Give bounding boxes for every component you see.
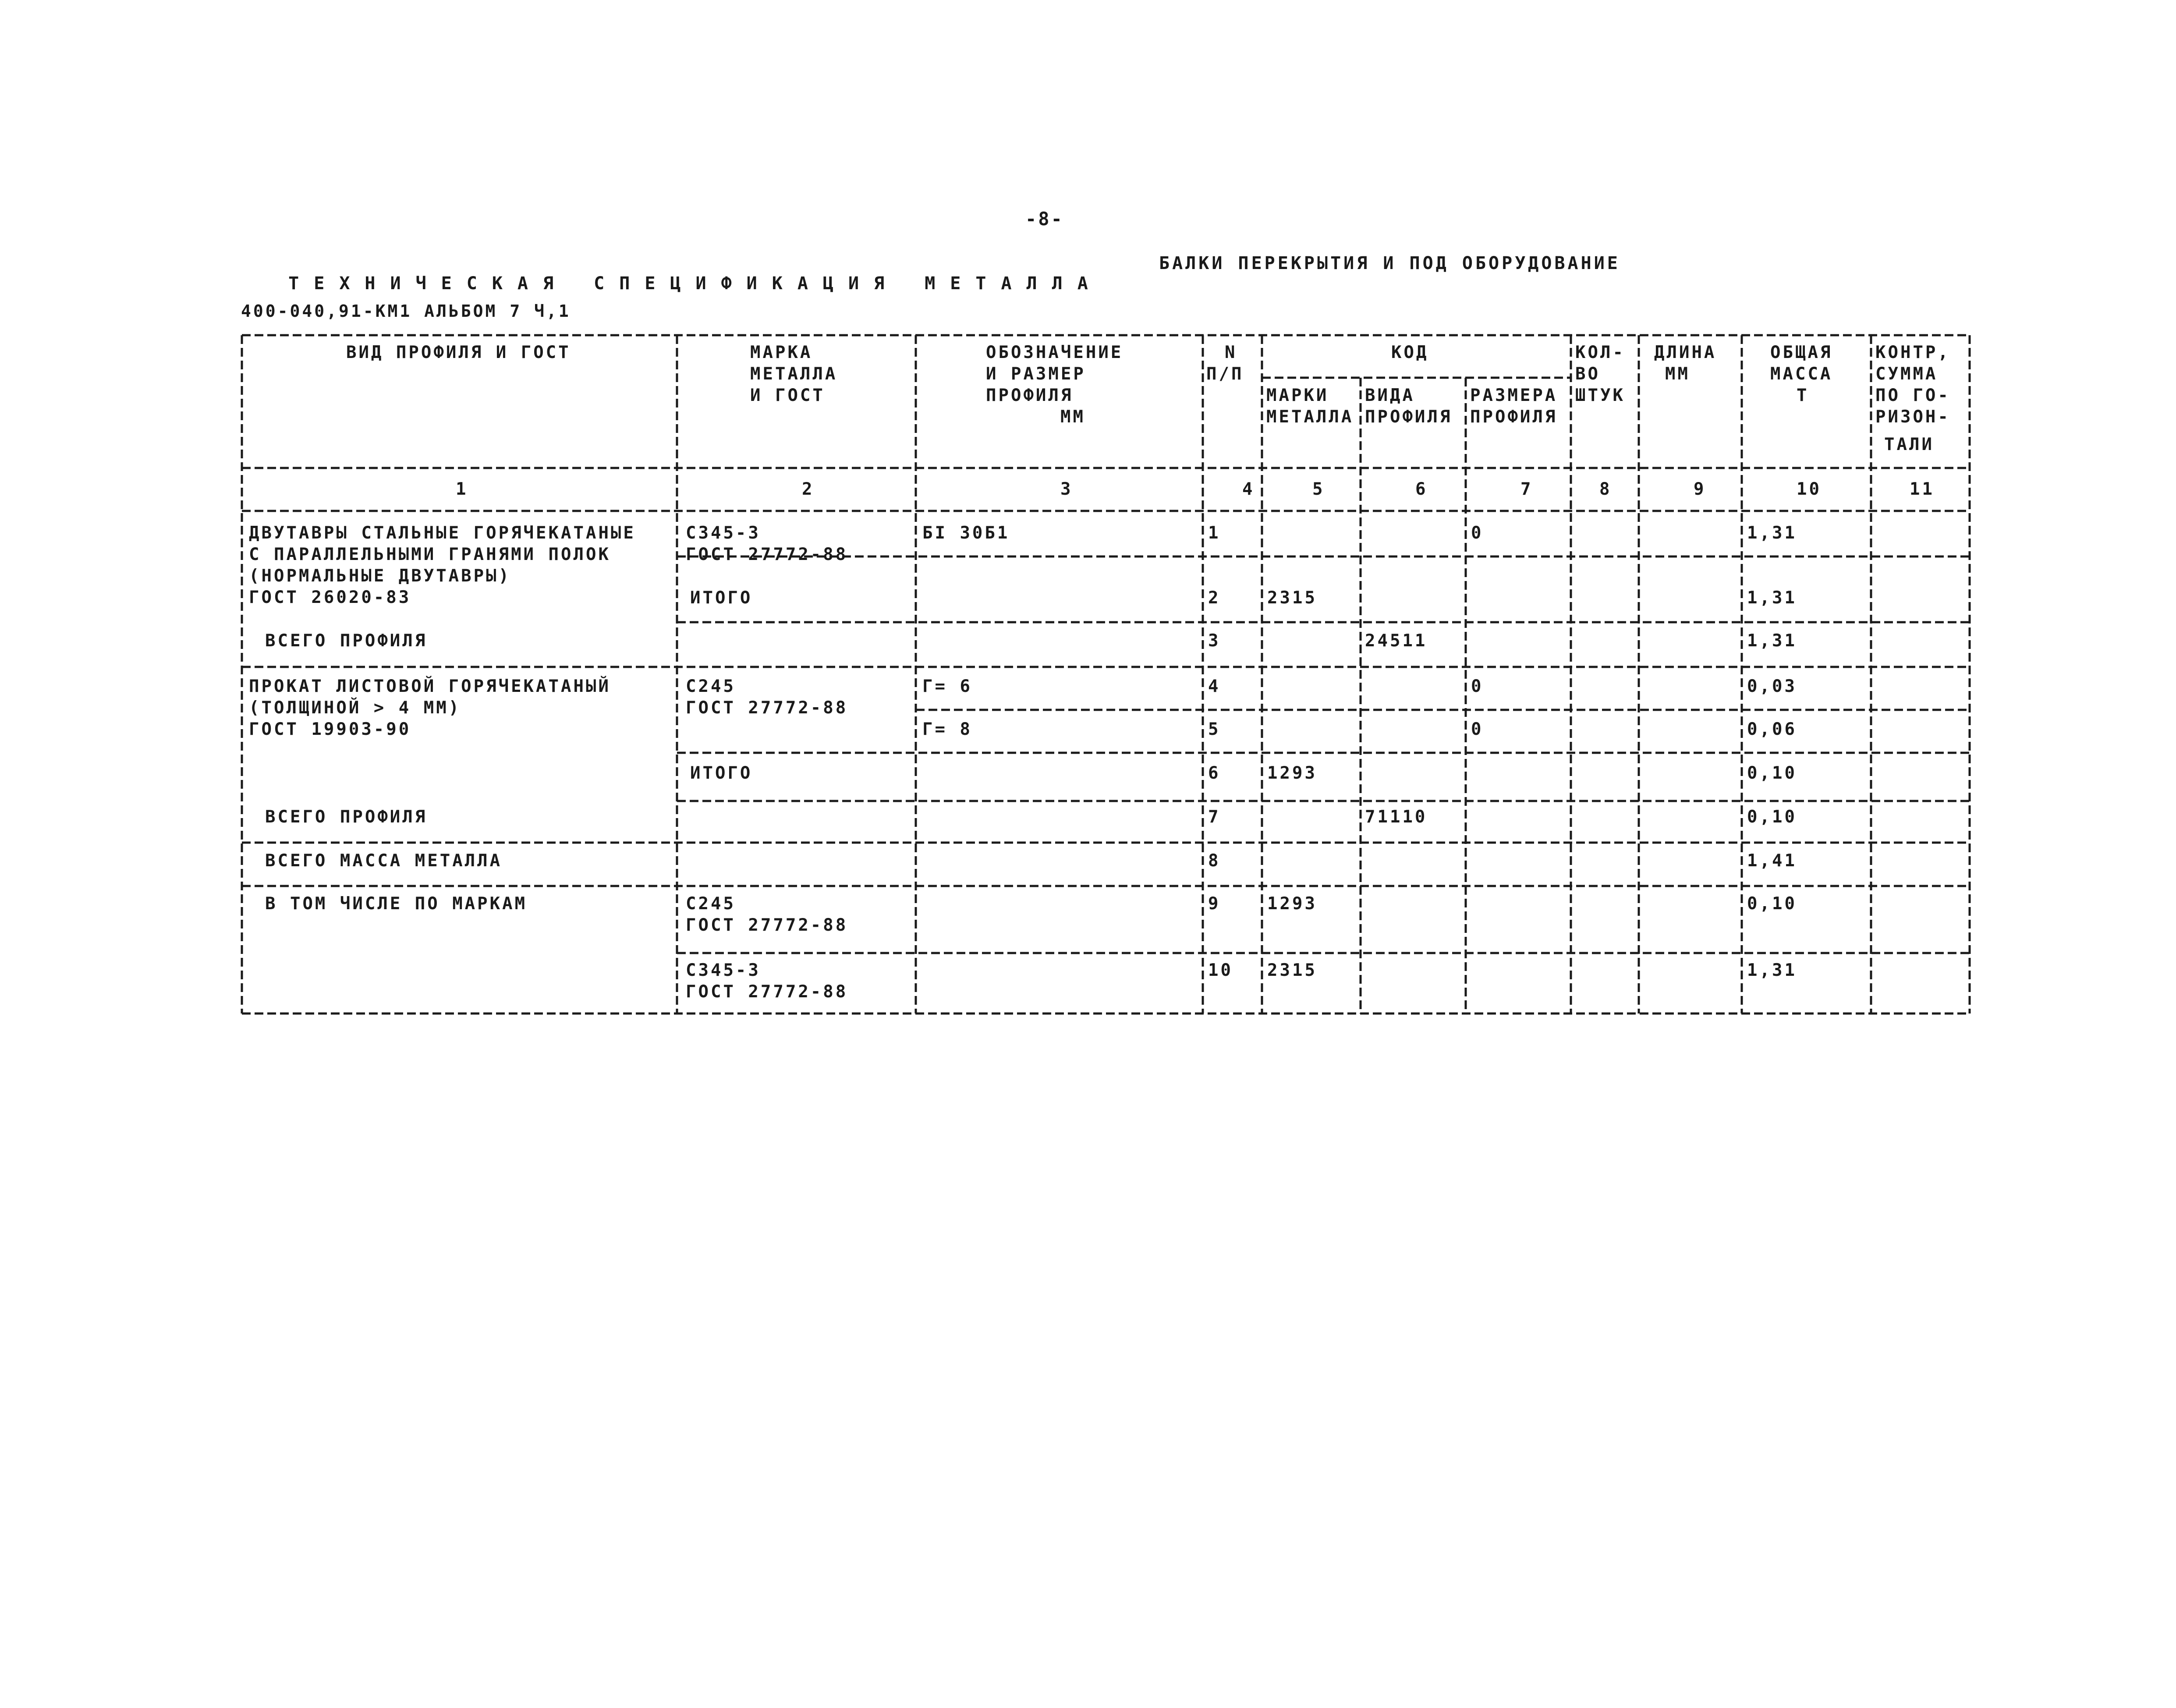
row-number: 8 [1208,851,1221,871]
profile-designation: Г= 8 [922,719,972,739]
total-mass-value: 1,41 [1747,851,1797,871]
header-mass-line1: ОБЩАЯ [1770,343,1833,362]
total-mass-value: 0,06 [1747,719,1797,739]
header-qty-line3: ШТУК [1575,386,1625,405]
header-mass-line2: МАССА [1770,364,1833,384]
col-number: 4 [1242,479,1255,499]
header-code: КОД [1391,343,1429,362]
total-mass-value: 1,31 [1747,631,1797,651]
header-mass-line3: Т [1797,386,1809,405]
header-length-line2: ММ [1665,364,1690,384]
header-grade-line1: МАРКА [750,343,813,362]
total-profile-label: ВСЕГО ПРОФИЛЯ [265,631,428,651]
row-number: 6 [1208,763,1221,783]
document-reference: 400-040,91-КМ1 АЛЬБОМ 7 Ч,1 [241,301,571,321]
header-designation-line2: И РАЗМЕР [986,364,1086,384]
col-number: 5 [1312,479,1325,499]
grade-name: С345-3 [686,960,761,980]
header-code-grade-line2: МЕТАЛЛА [1266,407,1354,427]
profile-designation: БI 30Б1 [922,523,1010,543]
header-profile-type: ВИД ПРОФИЛЯ И ГОСТ [346,343,571,362]
header-checksum-line3: ПО ГО- [1875,386,1950,405]
total-mass-value: 1,31 [1747,588,1797,608]
row-number: 10 [1208,960,1233,980]
grade-name: С245 [686,894,736,914]
header-checksum-line2: СУММА [1875,364,1938,384]
grade-name: С345-3 [686,523,761,543]
grade-name: С245 [686,677,736,696]
code-profile-type: 71110 [1365,807,1428,827]
col-number: 6 [1415,479,1428,499]
col-number: 11 [1910,479,1935,499]
header-checksum-line1: КОНТР, [1875,343,1950,362]
subtotal-label: ИТОГО [690,588,753,608]
col-number: 7 [1520,479,1533,499]
row-number: 3 [1208,631,1221,651]
row-number: 1 [1208,523,1221,543]
total-mass-label: ВСЕГО МАССА МЕТАЛЛА [265,851,503,871]
header-qty-line1: КОЛ- [1575,343,1625,362]
profile-group-line: ГОСТ 19903-90 [249,719,411,739]
header-code-type-line2: ПРОФИЛЯ [1365,407,1453,427]
total-mass-value: 0,10 [1747,763,1797,783]
profile-group-line: ГОСТ 26020-83 [249,588,411,607]
row-number: 9 [1208,894,1221,914]
header-checksum-line5: ТАЛИ [1884,435,1934,454]
code-grade: 2315 [1267,588,1317,608]
row-number: 7 [1208,807,1221,827]
header-number-line1: N [1225,343,1237,362]
code-grade: 1293 [1267,763,1317,783]
header-designation-line1: ОБОЗНАЧЕНИЕ [986,343,1123,362]
code-profile-size: 0 [1471,677,1484,696]
total-mass-value: 0,10 [1747,894,1797,914]
total-profile-label: ВСЕГО ПРОФИЛЯ [265,807,428,827]
header-grade-line2: МЕТАЛЛА [750,364,838,384]
header-code-grade-line1: МАРКИ [1266,386,1329,405]
col-number: 8 [1599,479,1612,499]
col-number: 3 [1060,479,1073,499]
total-mass-value: 0,03 [1747,677,1797,696]
grade-gost: ГОСТ 27772-88 [686,915,848,935]
profile-group-line: ДВУТАВРЫ СТАЛЬНЫЕ ГОРЯЧЕКАТАНЫЕ [249,523,636,543]
row-number: 4 [1208,677,1221,696]
grade-gost: ГОСТ 27772-88 [686,698,848,718]
profile-group-line: (НОРМАЛЬНЫЕ ДВУТАВРЫ) [249,566,511,586]
header-designation-line3: ПРОФИЛЯ [986,386,1074,405]
header-qty-line2: ВО [1575,364,1600,384]
subtitle-text: БАЛКИ ПЕРЕКРЫТИЯ И ПОД ОБОРУДОВАНИЕ [1159,253,1620,273]
code-profile-type: 24511 [1365,631,1428,651]
code-profile-size: 0 [1471,523,1484,543]
header-grade-line3: И ГОСТ [750,386,825,405]
profile-group-line: ПРОКАТ ЛИСТОВОЙ ГОРЯЧЕКАТАНЫЙ [249,677,611,696]
total-mass-value: 1,31 [1747,523,1797,543]
code-grade: 1293 [1267,894,1317,914]
grade-gost: ГОСТ 27772-88 [686,545,848,564]
profile-group-line: (ТОЛЩИНОЙ > 4 ММ) [249,698,461,718]
col-number: 2 [802,479,815,499]
row-number: 2 [1208,588,1221,608]
header-designation-line4: ММ [1060,407,1085,427]
page-number: -8- [1025,208,1064,230]
profile-group-line: С ПАРАЛЛЕЛЬНЫМИ ГРАНЯМИ ПОЛОК [249,545,611,564]
header-code-type-line1: ВИДА [1365,386,1415,405]
title-text: ТЕХНИЧЕСКАЯ СПЕЦИФИКАЦИЯ МЕТАЛЛА [288,273,1103,294]
header-code-size-line1: РАЗМЕРА [1470,386,1558,405]
profile-designation: Г= 6 [922,677,972,696]
col-number: 9 [1694,479,1706,499]
grade-gost: ГОСТ 27772-88 [686,982,848,1002]
code-profile-size: 0 [1471,719,1484,739]
header-number-line2: П/П [1206,364,1244,384]
code-grade: 2315 [1267,960,1317,980]
col-number: 1 [456,479,468,499]
row-number: 5 [1208,719,1221,739]
total-mass-value: 0,10 [1747,807,1797,827]
subtotal-label: ИТОГО [690,763,753,783]
header-length-line1: ДЛИНА [1654,343,1717,362]
header-code-size-line2: ПРОФИЛЯ [1470,407,1558,427]
header-checksum-line4: РИЗОН- [1875,407,1950,427]
total-mass-value: 1,31 [1747,960,1797,980]
by-grade-label: В ТОМ ЧИСЛЕ ПО МАРКАМ [265,894,528,914]
col-number: 10 [1797,479,1822,499]
